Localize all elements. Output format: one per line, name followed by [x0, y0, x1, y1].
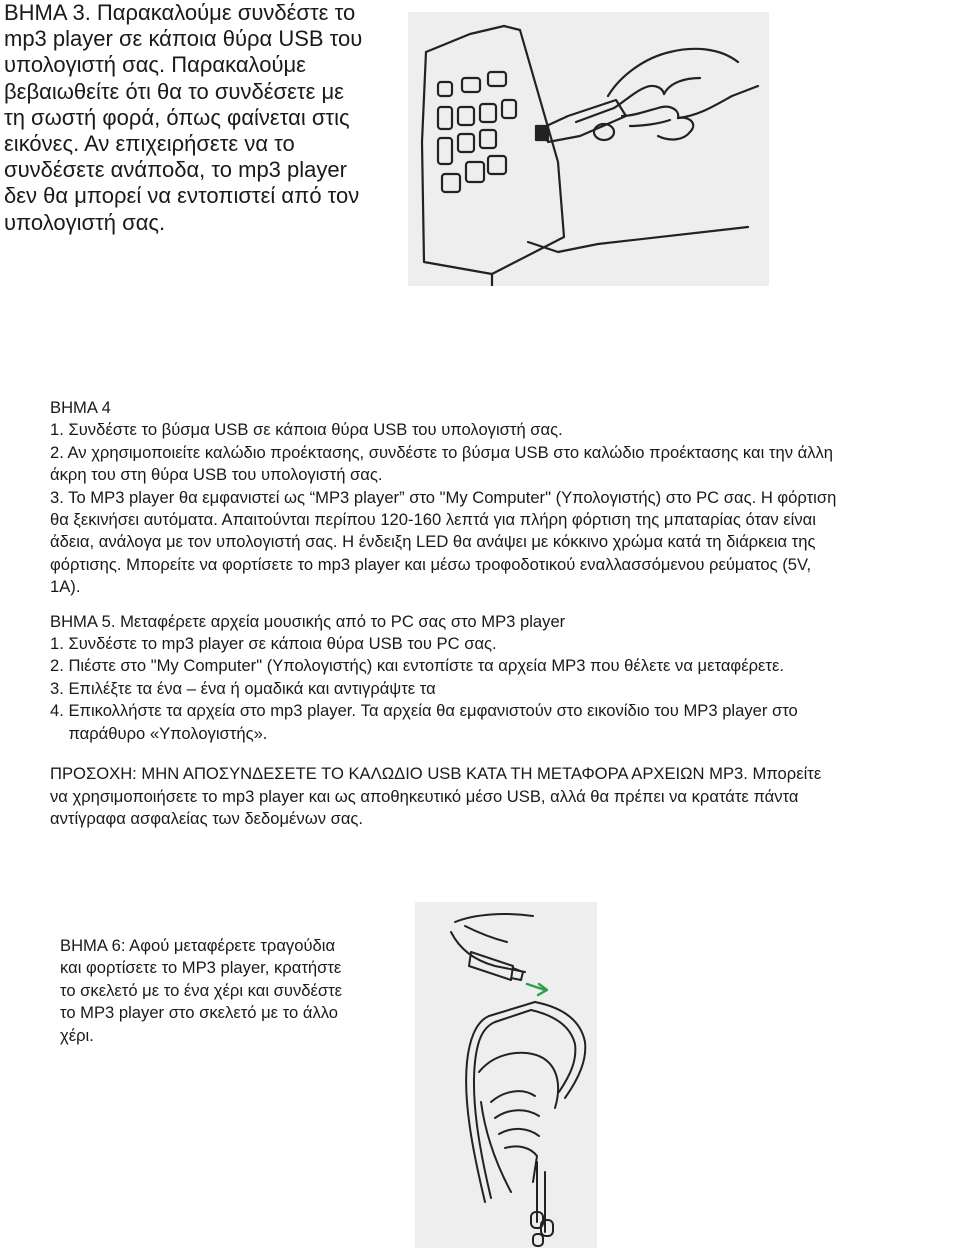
step6-line: το MP3 player στο σκελετό με το άλλο: [60, 1003, 339, 1023]
step4-line: 1. Συνδέστε το βύσμα USB σε κάποια θύρα USB του υπολογιστή σας.: [50, 420, 563, 440]
step5-line: παράθυρο «Υπολογιστής».: [50, 723, 268, 743]
step6-line: ΒΗΜΑ 6: Αφού μεταφέρετε τραγούδια: [60, 936, 336, 955]
step5-line: 3. Επιλέξτε τα ένα – ένα ή ομαδικά και αντιγράψτε τα: [50, 678, 436, 698]
step3-line: δεν θα μπορεί να εντοπιστεί από τον: [4, 183, 360, 209]
step3-line: mp3 player σε κάποια θύρα USB του: [4, 26, 363, 52]
step4-title: ΒΗΜΑ 4: [50, 398, 111, 417]
step3-line: εικόνες. Αν επιχειρήσετε να το: [4, 131, 295, 157]
step6-line: χέρι.: [60, 1025, 94, 1045]
step5-line: 1. Συνδέστε το mp3 player σε κάποια θύρα USB του PC σας.: [50, 634, 497, 654]
laptop-usb-illustration: [408, 12, 769, 286]
step4-line: 3. Το MP3 player θα εμφανιστεί ως “MP3 player” στο "My Computer" (Υπολογιστής) στο PC σας. Η φόρτιση: [50, 487, 837, 507]
step3-line: τη σωστή φορά, όπως φαίνεται στις: [4, 104, 350, 130]
warning-line: ΠΡΟΣΟΧΗ: ΜΗΝ ΑΠΟΣΥΝΔΕΣΕΤΕ ΤΟ ΚΑΛΩΔΙΟ USB ΚΑΤΑ ΤΗ ΜΕΤΑΦΟΡΑ ΑΡΧΕΙΩΝ MP3. Μπορείτε: [50, 764, 822, 784]
neckband-connect-illustration: [415, 902, 597, 1248]
step4-line: 1A).: [50, 577, 81, 597]
warning-line: να χρησιμοποιήσετε το mp3 player και ως αποθηκευτικό μέσο USB, αλλά θα πρέπει να κρατάτε πάντα: [50, 786, 799, 806]
step3-line: συνδέσετε ανάποδα, το mp3 player: [4, 157, 347, 183]
step3-line: βεβαιωθείτε ότι θα το συνδέσετε με: [4, 78, 344, 104]
step3-line: υπολογιστή σας. Παρακαλούμε: [4, 52, 306, 78]
step3-line: ΒΗΜΑ 3. Παρακαλούμε συνδέστε το: [4, 0, 356, 25]
step6-line: το σκελετό με το ένα χέρι και συνδέστε: [60, 980, 343, 1000]
step4-line: 2. Αν χρησιμοποιείτε καλώδιο προέκτασης, συνδέστε το βύσμα USB στο καλώδιο προέκτασης και την άλλη: [50, 442, 834, 462]
main-instructions: [50, 397, 960, 830]
step4-line: θα ξεκινήσει αυτόματα. Απαιτούνται περίπου 120-160 λεπτά για πλήρη φόρτιση της μπαταρίας όταν είναι: [50, 510, 816, 530]
step5-title: ΒΗΜΑ 5. Μεταφέρετε αρχεία μουσικής από το PC σας στο MP3 player: [50, 611, 566, 631]
step4-line: φόρτισης. Μπορείτε να φορτίσετε το mp3 player και μέσω τροφοδοτικού εναλλασσόμενου ρεύματος (5V,: [50, 554, 812, 574]
step3-line: υπολογιστή σας.: [4, 209, 166, 235]
step5-line: 2. Πιέστε στο "My Computer" (Υπολογιστής) και εντοπίστε τα αρχεία MP3 που θέλετε να μεταφέρετε.: [50, 656, 784, 676]
warning-line: αντίγραφα ασφαλείας των δεδομένων σας.: [50, 808, 364, 828]
step3-paragraph: [4, 0, 399, 236]
step6-paragraph: [60, 935, 400, 1047]
step5-line: 4. Επικολλήστε τα αρχεία στο mp3 player. Τα αρχεία θα εμφανιστούν στο εικονίδιο του MP3 player στο: [50, 701, 798, 721]
step4-line: άδεια, ανάλογα με τον υπολογιστή σας. Η ένδειξη LED θα ανάψει με κόκκινο χρώμα κατά τη διάρκεια της: [50, 532, 816, 552]
step6-line: και φορτίσετε το MP3 player, κρατήστε: [60, 958, 342, 978]
step4-line: άκρη του στη θύρα USB του υπολογιστή σας.: [50, 465, 383, 485]
